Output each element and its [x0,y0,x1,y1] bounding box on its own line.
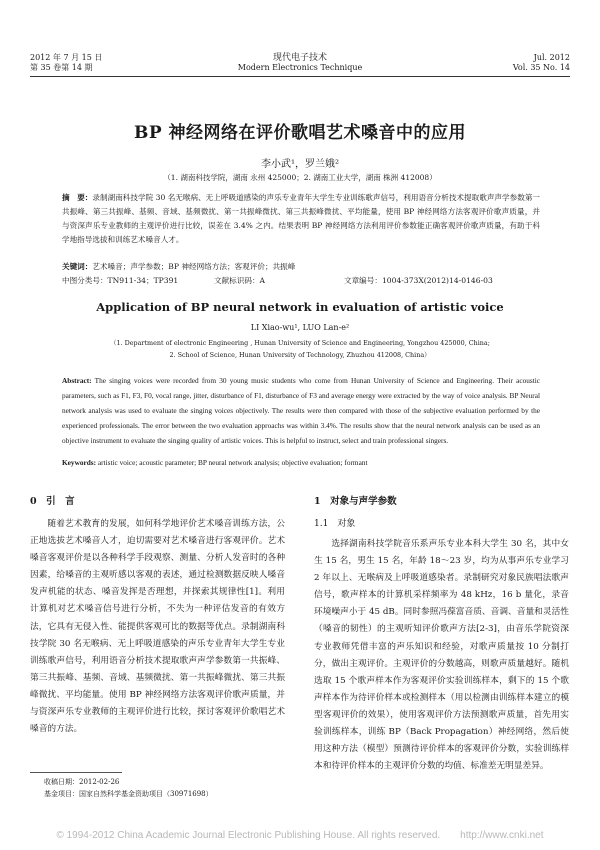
footnote-received: 收稿日期：2012-02-26 [44,778,120,786]
abstract-en [62,373,540,448]
section-0-heading: 0 引 言 [30,496,75,507]
copyright-footer: © 1994-2012 China Academic Journal Electronic Publishing House. All rights reserved. http://www.cnki.net [56,830,544,841]
section-1-1-heading: 1.1 对象 [314,519,356,529]
keywords-en-text: artistic voice; acoustic parameter; BP neural network analysis; objective evaluation; formant [97,458,368,467]
keywords-cn-text: 艺术嗓音；声学参数；BP 神经网络方法；客观评价；共振峰 [92,262,296,271]
abstract-cn-label: 摘 要： [62,193,93,202]
paper-title-en: Application of BP neural network in evaluation of artistic voice [96,300,504,314]
section-1-heading: 1 对象与声学参数 [314,496,397,507]
left-column [30,494,285,738]
footnote-fund: 基金项目：国家自然科学基金资助项目（30971698） [44,790,213,798]
paper-title-cn: BP 神经网络在评价歌唱艺术嗓音中的应用 [133,123,467,143]
abstract-en-text: The singing voices were recorded from 30 young music students who come from Hunan University of Science and Engineering. Their acoustic parameters, such as F1, F3, F0, vocal range, jitter, disturbance of F1, disturbance of F3 and average energy were extracted by the way of voice analysis. BP Neural network analysis was used to evaluate the singing voices objectively. The results were then compared with those of the subjective evaluation performed by the experienced professionals. The error between the two evaluation approachs was within 3.4%. The results show that the neural network analysis can be used as an objective instrument to evaluate the singing quality of artistic voices. This is helpful to instruct, select and train professional singers. [62,376,541,445]
clc-number: 中图分类号：TN911-34；TP391 [62,276,179,285]
keywords-en [62,457,540,469]
abstract-cn [62,191,540,247]
header-divider [30,76,570,77]
footnote-divider [30,772,122,773]
authors-en: LI Xiao-wu¹, LUO Lan-e² [250,323,350,332]
keywords-cn [62,261,540,273]
header-right [513,53,570,73]
header-date: 2012 年 7 月 15 日 [30,53,103,62]
abstract-en-label: Abstract: [62,376,92,385]
affiliation-en-2: 2. School of Science, Hunan University of Technology, Zhuzhou 412008, China） [169,351,431,359]
keywords-en-label: Keywords: [62,458,97,467]
keywords-cn-label: 关键词： [62,262,93,271]
journal-name-cn: 现代电子技术 [272,53,327,63]
authors-cn: 李小武¹，罗兰娥² [260,159,340,170]
article-number: 文章编号：1004-373X(2012)14-0146-03 [344,276,493,285]
header-volume-en: Vol. 35 No. 14 [512,63,570,72]
header-issue: 第 35 卷第 14 期 [30,63,93,72]
section-0-paragraph: 随着艺术教育的发展，如何科学地评价艺术嗓音训练方法，公正地选拔艺术嗓音人才，迫切需要对艺术嗓音进行客观评价。艺术嗓音客观评价是以各种科学手段观察、测量、分析人发音时的各种因素，给嗓音的主观听感以客观的表述，通过检测数据反映人嗓音发声机能的状态、嗓音发挥是否理想，并探索其规律性[1]。利用计算机对艺术嗓音信号进行分析，不失为一种评估发音的有效方法，它具有无侵入性、能提供客观可比的数据等优点。录制湖南科技学院 30 名无喉病、无上呼吸道感染的声乐专业青年大学生专业训练歌声信号，利用语音分析技术提取歌声声学参数第一共振峰、第三共振峰、基频、音域、基频微扰、第一共振峰微扰、第三共振峰微扰、平均能量。使用 BP 神经网络方法客观评价歌声质量，并与资深声乐专业教师的主观评价进行比较，探讨客观评价歌唱艺术嗓音的方法。 [30,519,285,735]
header-center [0,53,600,73]
affiliations-cn: （1. 湖南科技学院，湖南 永州 425000；2. 湖南工业大学，湖南 株洲 412008） [163,173,437,182]
journal-name-en: Modern Electronics Technique [237,63,363,72]
document-code: 文献标识码：A [214,276,266,285]
abstract-cn-text: 录制湖南科技学院 30 名无喉病、无上呼吸道感染的声乐专业青年大学生专业训练歌声信号，利用语音分析技术提取歌声声学参数第一共振峰、第三共振峰、基频、音域、基频微扰、第一共振峰微扰、第三共振峰微扰、平均能量，使用 BP 神经网络方法客观评价歌声质量，并与资深声乐专业教师的主观评价进行比较，误差在 3.4% 之内。结果表明 BP 神经网络方法利用评价参数能正确客观评价歌声质量，有助于科学地指导选拔和训练艺术嗓音人才。 [62,193,541,244]
right-column [314,494,569,775]
section-1-1-paragraph: 选择湖南科技学院音乐系声乐专业本科大学生 30 名，其中女生 15 名，男生 15 名，年龄 18～23 岁，均为从事声乐专业学习 2 年以上、无喉病及上呼吸道感染者。录制研究对象民族唱法歌声信号，歌声样本的计算机采样频率为 48 kHz，16 b 量化，录音环境噪声小于 45 dB。同时参照冯葆富音质、音调、音量和灵活性（嗓音的韧性）的主观听知评价歌声方法[2-3]，由音乐学院资深专业教师凭借丰富的声乐知识和经验，对歌声质量按 10 分制打分，做出主观评价。主观评价的分数越高，则歌声质量越好。随机选取 15 个歌声样本作为客观评价实验训练样本，剩下的 15 个歌声样本作为待评价样本或检测样本（用以检测由训练样本建立的模型客观评价的效果），使用客观评价方法预测歌声质量，首先用实验训练样本，训练 BP（Back Propagation）神经网络，然后使用这种方法（模型）预测待评价样本的客观评价分数，实验训练样本和待评价样本的主观评价分数的均值、标准差无明显差异。 [314,539,569,772]
header-date-en: Jul. 2012 [533,53,570,62]
affiliation-en-1: （1. Department of electronic Engineering , Hunan University of Science and Engineering, Yongzhou 425000, China; [110,339,490,347]
